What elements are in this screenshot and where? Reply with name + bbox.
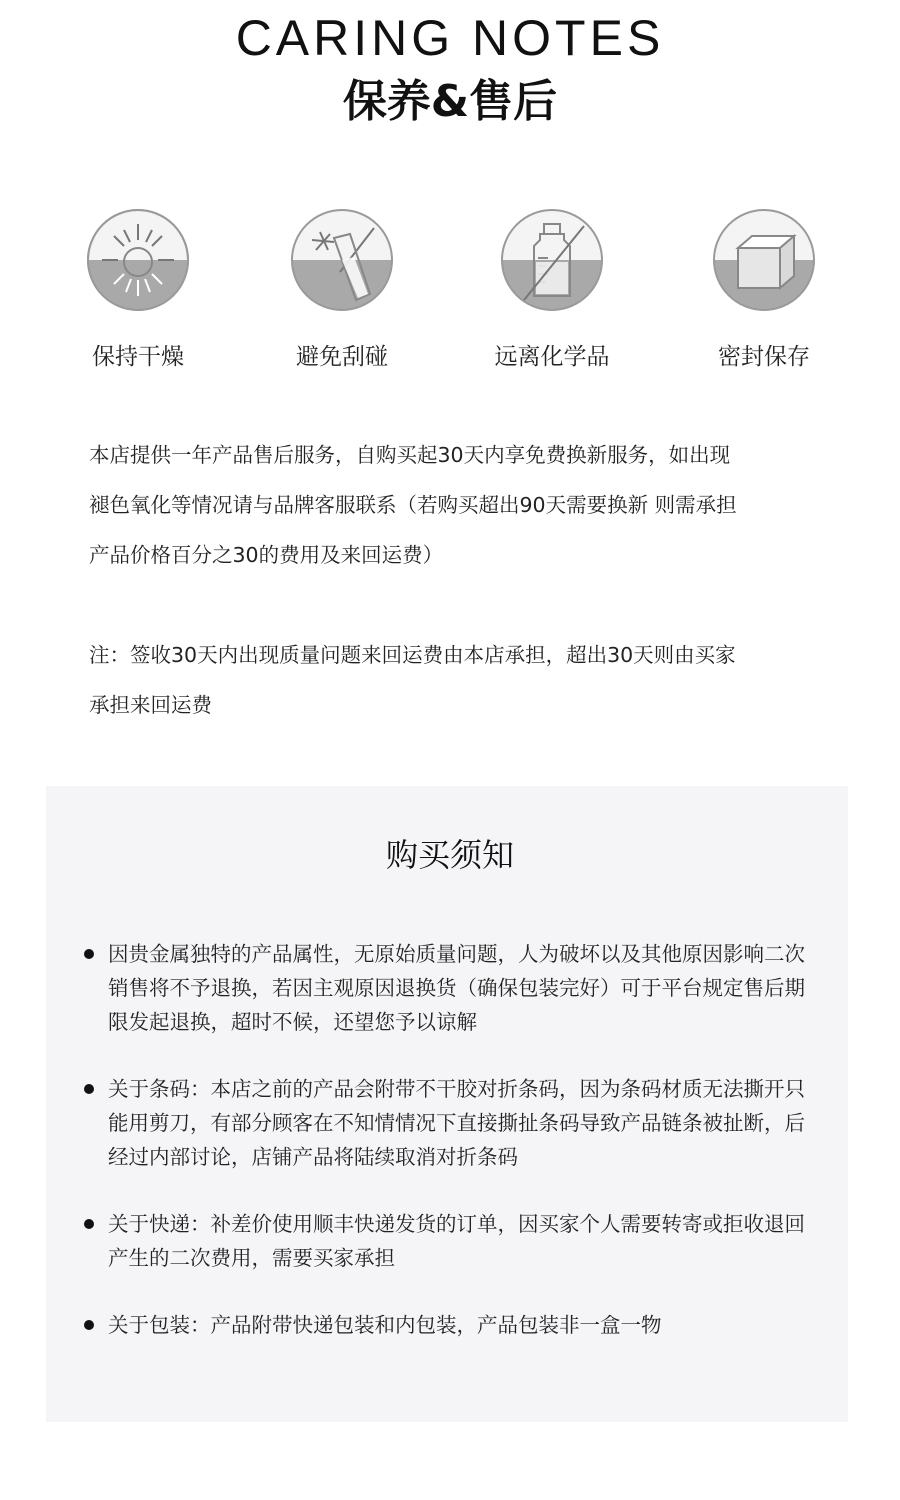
bullet-dot-icon (84, 1084, 94, 1094)
note-line: 承担来回运费 (89, 693, 212, 717)
chemical-bottle-icon (500, 208, 604, 312)
care-item-keep-dry (48, 208, 228, 372)
paragraph-line: 本店提供一年产品售后服务，自购买起30天内享免费换新服务，如出现 (89, 443, 731, 467)
after-sales-note (89, 630, 829, 730)
notice-bullet: 关于快递：补差价使用顺丰快递发货的订单，因买家个人需要转寄或拒收退回产生的二次费用，需要买家承担 (108, 1212, 805, 1270)
page-title-english: CARING NOTES (235, 10, 665, 66)
bullet-dot-icon (84, 949, 94, 959)
care-item-label: 避免刮碰 (296, 344, 388, 370)
care-item-label: 远离化学品 (494, 344, 610, 370)
care-item-avoid-scratch (252, 208, 432, 372)
sealed-box-icon (712, 208, 816, 312)
care-item-label: 密封保存 (718, 344, 810, 370)
after-sales-paragraph (89, 430, 829, 580)
notice-bullet: 关于条码：本店之前的产品会附带不干胶对折条码，因为条码材质无法撕开只能用剪刀，有部分顾客在不知情情况下直接撕扯条码导致产品链条被扯断，后经过内部讨论，店铺产品将陆续取消对折条码 (108, 1077, 805, 1169)
care-icons-row (0, 208, 900, 388)
note-line: 注：签收30天内出现质量问题来回运费由本店承担，超出30天则由买家 (89, 643, 736, 667)
notice-bullet: 因贵金属独特的产品属性，无原始质量问题，人为破坏以及其他原因影响二次销售将不予退换，若因主观原因退换货（确保包装完好）可于平台规定售后期限发起退换，超时不候，还望您予以谅解 (108, 942, 805, 1034)
bullet-dot-icon (84, 1219, 94, 1229)
page-title-chinese: 保养&售后 (342, 76, 558, 127)
bullet-dot-icon (84, 1320, 94, 1330)
notice-bullet: 关于包装：产品附带快递包装和内包装，产品包装非一盒一物 (108, 1313, 662, 1337)
sun-icon (86, 208, 190, 312)
care-item-label: 保持干燥 (92, 344, 184, 370)
care-item-avoid-chemicals (462, 208, 642, 372)
care-item-sealed-storage (674, 208, 854, 372)
paragraph-line: 产品价格百分之30的费用及来回运费） (89, 543, 444, 567)
purchase-notice-title: 购买须知 (385, 836, 514, 874)
paragraph-line: 褪色氧化等情况请与品牌客服联系（若购买超出90天需要换新 则需承担 (89, 493, 737, 517)
scratch-icon (290, 208, 394, 312)
